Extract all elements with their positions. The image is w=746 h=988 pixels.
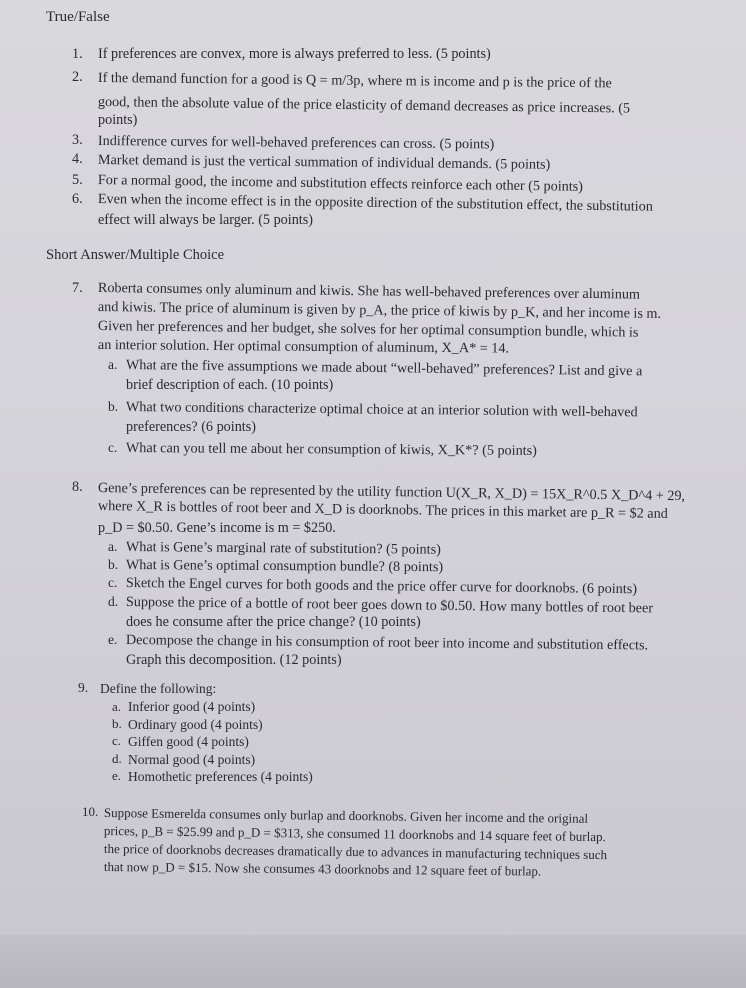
q10-line-1: Suppose Esmerelda consumes only burlap and doorknobs. Given her income and the original [103, 804, 589, 826]
q7-number: 7. [72, 280, 83, 296]
q10-line-4: that now p_D = $15. Now she consumes 43 doorknobs and 12 square feet of burlap. [103, 858, 542, 879]
q9-number: 9. [78, 680, 89, 695]
q7b-label: b. [108, 399, 119, 414]
page-bottom-shadow [0, 935, 746, 988]
q9d-label: d. [112, 751, 122, 766]
tf-item-5-number: 5. [72, 172, 83, 188]
q9a-text: Inferior good (4 points) [128, 699, 256, 714]
q8-number: 8. [72, 479, 83, 495]
q7a-label: a. [108, 357, 118, 372]
q7a-line-2: brief description of each. (10 points) [126, 377, 334, 393]
q7-line-1: Roberta consumes only aluminum and kiwis. She has well-behaved preferences over aluminum [97, 280, 641, 303]
q9c-label: c. [112, 733, 122, 748]
q7c-label: c. [108, 440, 118, 455]
q8e-line-2: Graph this decomposition. (12 points) [126, 652, 342, 668]
tf-item-5-text: For a normal good, the income and substitution effects reinforce each other (5 points) [97, 172, 584, 195]
q9b-text: Ordinary good (4 points) [128, 717, 263, 732]
q8e-label: e. [108, 632, 118, 647]
tf-item-4-text: Market demand is just the vertical summation of individual demands. (5 points) [97, 152, 551, 173]
q8-line-3: p_D = $0.50. Gene’s income is m = $250. [98, 520, 336, 536]
q8d-line-1: Suppose the price of a bottle of root beer goes down to $0.50. How many bottles of root beer [125, 594, 654, 617]
q9b-label: b. [112, 716, 122, 731]
q10-line-2: prices, p_B = $25.99 and p_D = $313, she consumed 11 doorknobs and 14 square feet of burlap. [103, 822, 606, 845]
q7b-line-2: preferences? (6 points) [126, 419, 256, 435]
tf-item-2-line-3: points) [98, 112, 138, 128]
q8d-label: d. [108, 594, 119, 609]
section-title-short-answer: Short Answer/Multiple Choice [46, 247, 225, 263]
q8a-text: What is Gene’s marginal rate of substitution? (5 points) [125, 539, 441, 558]
tf-item-6-line-1: Even when the income effect is in the opposite direction of the substitution effect, the substitution [97, 191, 653, 215]
q8c-label: c. [108, 575, 118, 590]
q9a-label: a. [112, 699, 122, 714]
q7-line-3: Given her preferences and her budget, she solves for her optimal consumption bundle, which is [97, 318, 639, 341]
tf-item-1-number: 1. [72, 46, 83, 62]
q8d-line-2: does he consume after the price change? (10 points) [126, 614, 421, 630]
q9-intro: Define the following: [100, 681, 217, 696]
tf-item-3-number: 3. [72, 132, 83, 148]
q7-line-2: and kiwis. The price of aluminum is given by p_A, the price of kiwis by p_K, and her income is m. [97, 299, 662, 322]
tf-item-4-number: 4. [72, 151, 83, 167]
tf-item-6-line-2: effect will always be larger. (5 points) [98, 212, 313, 228]
document-page [8, 0, 746, 940]
q8-line-2: where X_R is bottles of root beer and X_D is doorknobs. The prices in this market are p_R = $2 and [97, 498, 668, 522]
tf-item-6-number: 6. [72, 191, 83, 207]
tf-item-2-line-1: If the demand function for a good is Q = m/3p, where m is income and p is the price of the [97, 70, 612, 92]
q7c-text: What can you tell me about her consumption of kiwis, X_K*? (5 points) [125, 440, 537, 459]
q10-number: 10. [82, 804, 99, 819]
q10-line-3: the price of doorknobs decreases dramatically due to advances in manufacturing techniques such [103, 840, 608, 863]
q9e-label: e. [112, 768, 122, 783]
q7b-line-1: What two conditions characterize optimal choice at an interior solution with well-behaved [125, 399, 638, 421]
q9e-text: Homothetic preferences (4 points) [128, 769, 313, 784]
q7-line-4: an interior solution. Her optimal consumption of aluminum, X_A* = 14. [97, 337, 510, 357]
tf-item-1-text: If preferences are convex, more is always preferred to less. (5 points) [98, 46, 491, 62]
q8e-line-1: Decompose the change in his consumption of root beer into income and substitution effects. [125, 632, 649, 654]
q9d-text: Normal good (4 points) [128, 752, 256, 767]
q9c-text: Giffen good (4 points) [128, 734, 249, 749]
section-title-true-false: True/False [46, 9, 110, 25]
q8a-label: a. [108, 539, 118, 554]
q8b-text: What is Gene’s optimal consumption bundle? (8 points) [125, 557, 444, 576]
q8b-label: b. [108, 557, 119, 572]
tf-item-2-line-2: good, then the absolute value of the price elasticity of demand decreases as price increases. (5 [97, 94, 631, 117]
tf-item-2-number: 2. [72, 69, 83, 85]
q8c-text: Sketch the Engel curves for both goods and the price offer curve for doorknobs. (6 points) [125, 575, 638, 598]
q7a-line-1: What are the five assumptions we made about “well-behaved” preferences? List and give a [125, 357, 643, 380]
q8-line-1: Gene’s preferences can be represented by the utility function U(X_R, X_D) = 15X_R^0.5 X_D^4 + 29, [97, 480, 686, 505]
tf-item-3-text: Indifference curves for well-behaved preferences can cross. (5 points) [97, 133, 495, 153]
